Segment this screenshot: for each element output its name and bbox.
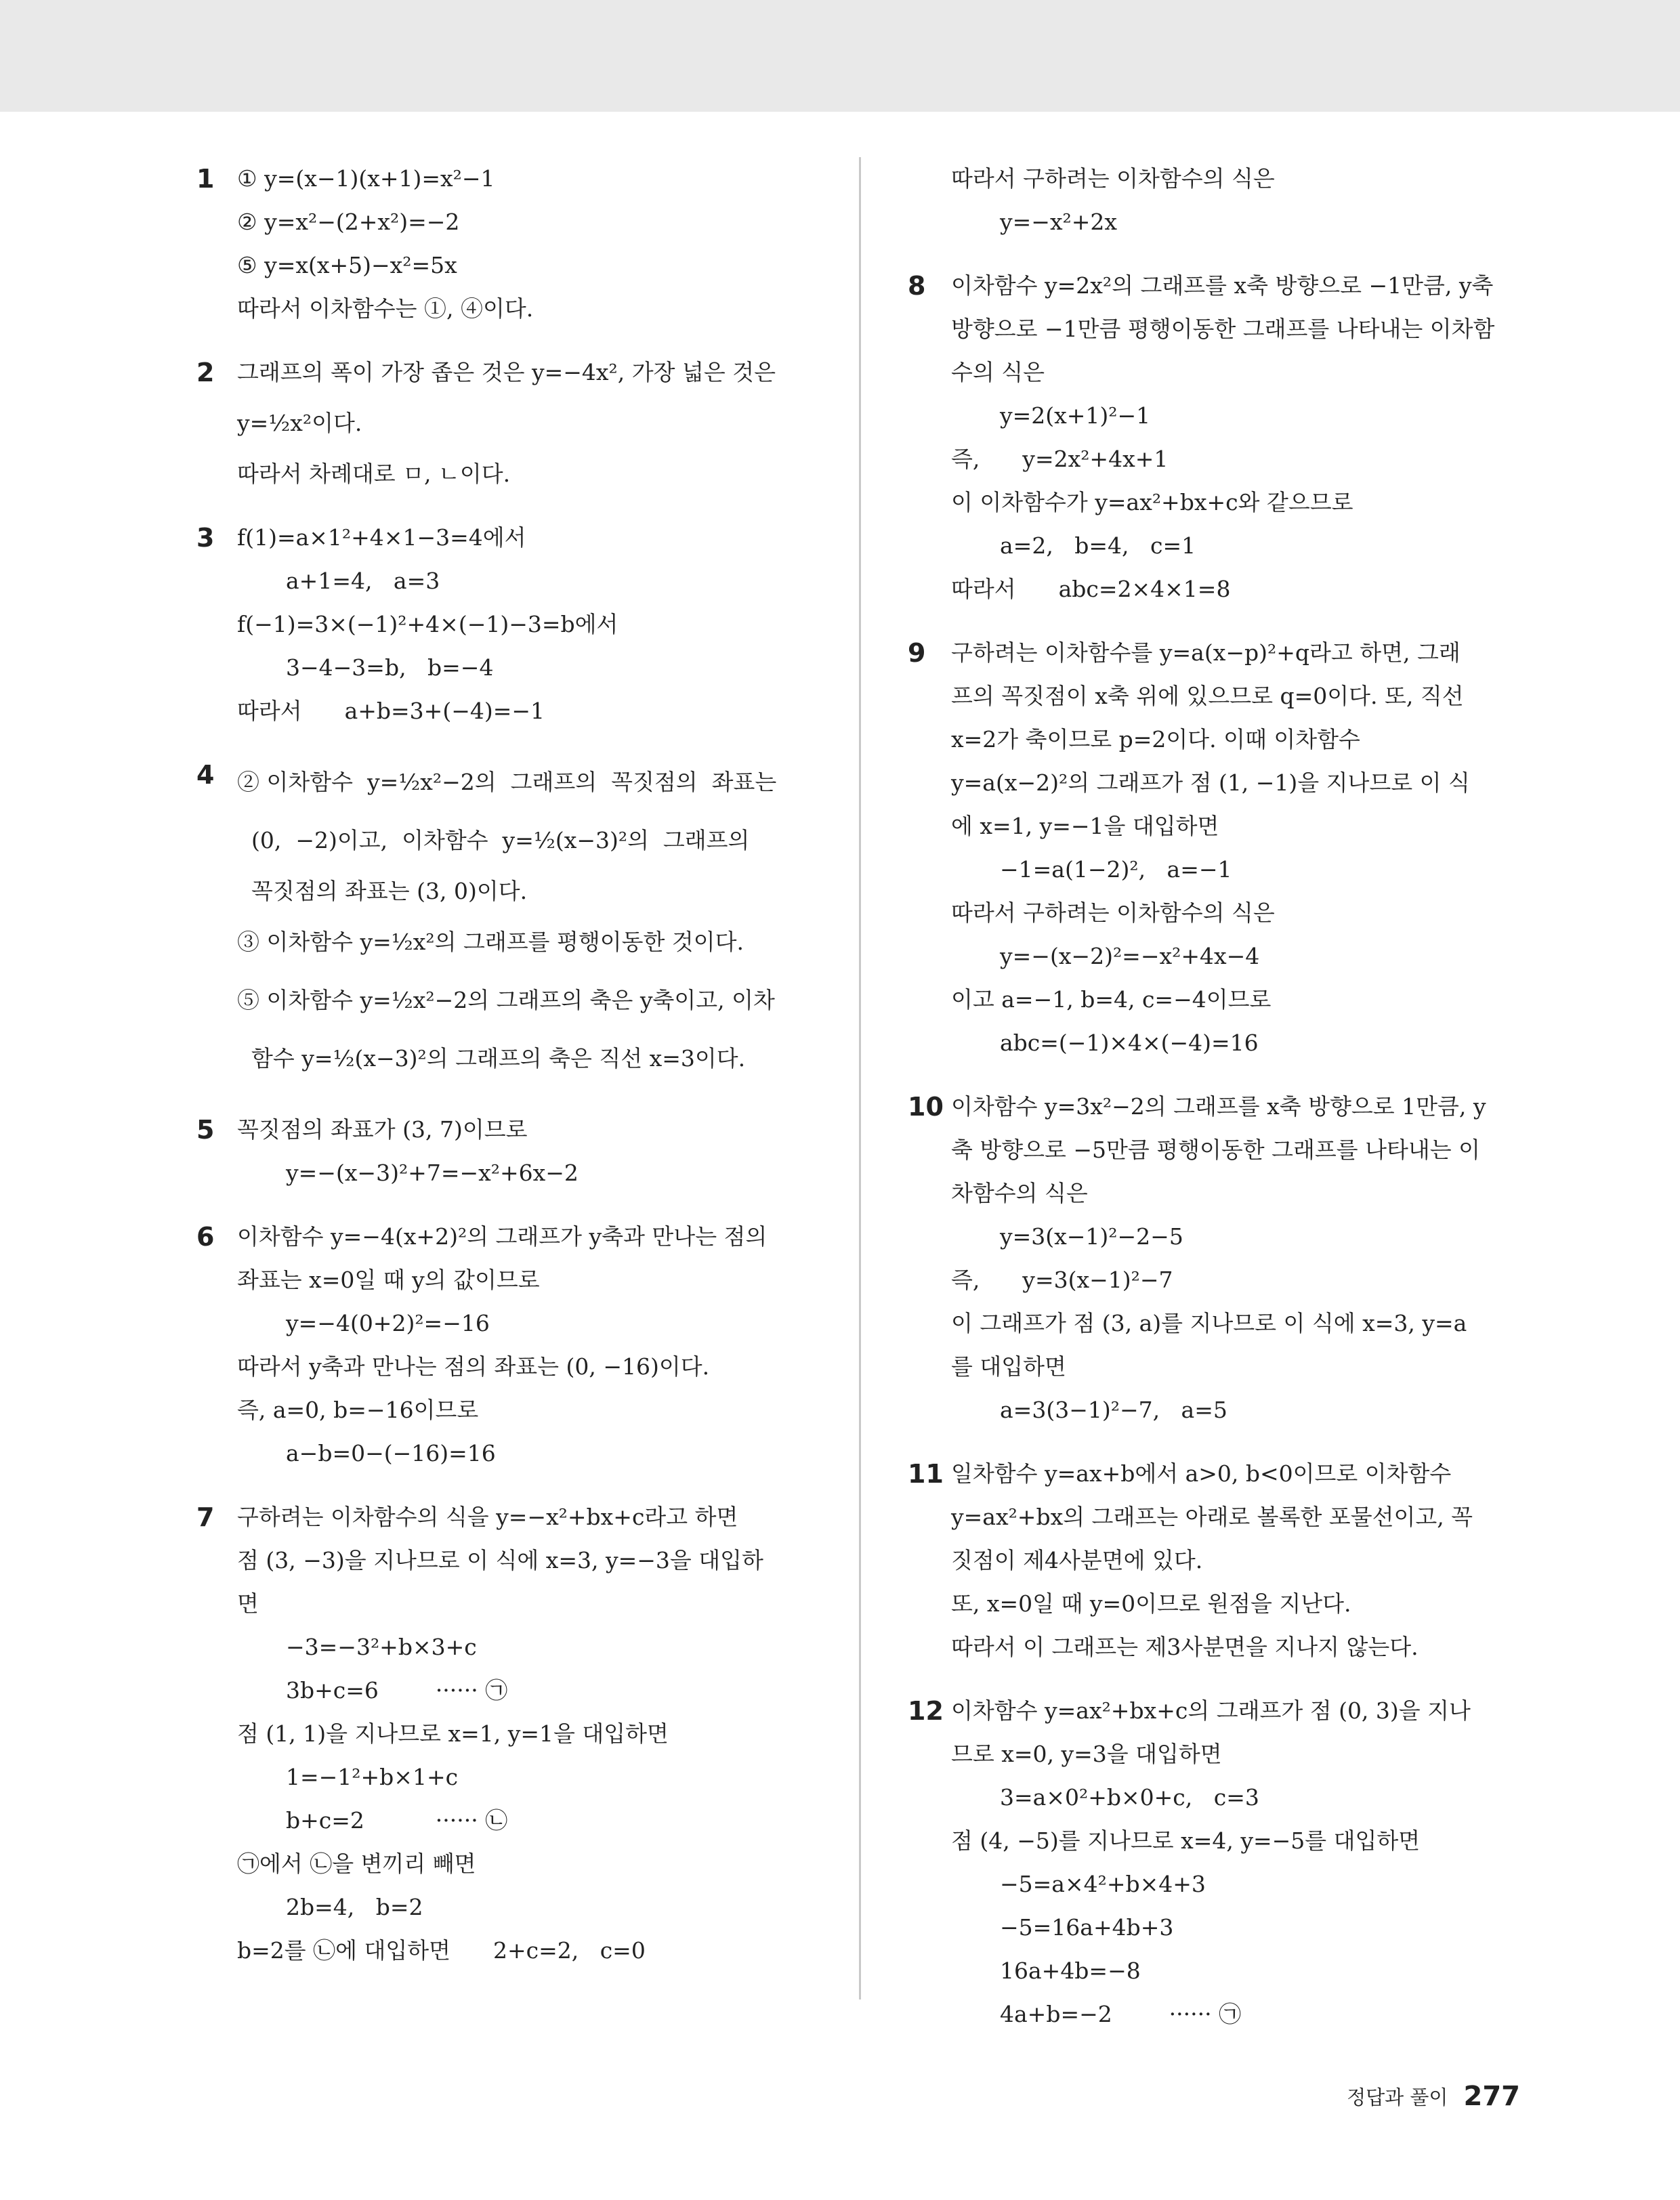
problem-number: 6: [196, 1222, 215, 1252]
solution-line: 따라서 a+b=3+(−4)=−1: [237, 698, 545, 724]
solution-line: 구하려는 이차함수의 식을 y=−x²+bx+c라고 하면: [237, 1504, 738, 1530]
problem-number: 8: [908, 271, 926, 301]
solution-line: ㉠에서 ㉡을 변끼리 빼면: [237, 1850, 476, 1877]
solution-line: f(1)=a×1²+4×1−3=4에서: [237, 524, 526, 551]
solution-line: 점 (4, −5)를 지나므로 x=4, y=−5를 대입하면: [951, 1827, 1421, 1854]
solution-line: a+1=4, a=3: [286, 568, 440, 594]
page-number: 277: [1463, 2081, 1520, 2112]
solution-line: 므로 x=0, y=3을 대입하면: [951, 1741, 1222, 1767]
solution-line: 방향으로 −1만큼 평행이동한 그래프를 나타내는 이차함: [951, 316, 1495, 342]
solution-line: ② 이차함수 y=½x²−2의 그래프의 꼭짓점의 좌표는: [237, 769, 777, 795]
solution-line: 즉, a=0, b=−16이므로: [237, 1397, 479, 1423]
solution-line: y=ax²+bx의 그래프는 아래로 볼록한 포물선이고, 꼭: [951, 1504, 1473, 1530]
footer-label: 정답과 풀이: [1347, 2086, 1448, 2109]
problem-number: 12: [908, 1696, 944, 1726]
solution-line: 좌표는 x=0일 때 y의 값이므로: [237, 1267, 540, 1293]
problem-5: [196, 1108, 826, 1195]
solution-line: 16a+4b=−8: [1000, 1958, 1141, 1984]
solution-line: 즉, y=2x²+4x+1: [951, 446, 1169, 472]
solution-line: f(−1)=3×(−1)²+4×(−1)−3=b에서: [237, 611, 618, 637]
solution-line: 축 방향으로 −5만큼 평행이동한 그래프를 나타내는 이: [951, 1137, 1481, 1163]
solution-line: 3−4−3=b, b=−4: [286, 654, 494, 681]
solution-line: ② y=x²−(2+x²)=−2: [237, 209, 460, 235]
solution-line: 3b+c=6 ······ ㉠: [286, 1677, 508, 1704]
problem-number: 2: [196, 358, 215, 387]
solution-line: ① y=(x−1)(x+1)=x²−1: [237, 165, 495, 192]
solution-line: (0, −2)이고, 이차함수 y=½(x−3)²의 그래프의: [237, 827, 750, 853]
solution-line: 프의 꼭짓점이 x축 위에 있으므로 q=0이다. 또, 직선: [951, 683, 1464, 709]
problem-number: 5: [196, 1115, 215, 1145]
solution-line: y=3(x−1)²−2−5: [1000, 1223, 1183, 1250]
solution-line: 짓점이 제4사분면에 있다.: [951, 1547, 1203, 1573]
solution-line: y=−4(0+2)²=−16: [286, 1310, 490, 1336]
problem-number: 4: [196, 760, 215, 790]
solution-line: 즉, y=3(x−1)²−7: [951, 1267, 1173, 1293]
solution-line: 따라서 이 그래프는 제3사분면을 지나지 않는다.: [951, 1634, 1419, 1660]
solution-line: y=−(x−2)²=−x²+4x−4: [1000, 943, 1260, 969]
solution-line: 따라서 구하려는 이차함수의 식은: [951, 900, 1275, 926]
solution-line: abc=(−1)×4×(−4)=16: [1000, 1030, 1259, 1056]
solution-line: ⑤ 이차함수 y=½x²−2의 그래프의 축은 y축이고, 이차: [237, 987, 775, 1013]
solution-line: y=−x²+2x: [1000, 209, 1118, 235]
solution-line: 이 이차함수가 y=ax²+bx+c와 같으므로: [951, 489, 1353, 515]
solution-line: a=3(3−1)²−7, a=5: [1000, 1397, 1227, 1423]
problem-1: [196, 157, 826, 331]
problem-2: [196, 351, 826, 496]
solution-line: 따라서 이차함수는 ①, ④이다.: [237, 295, 534, 322]
solution-line: 2b=4, b=2: [286, 1894, 423, 1920]
continued-solution: [908, 157, 1524, 244]
solution-line: 에 x=1, y=−1을 대입하면: [951, 813, 1219, 839]
problem-9: [908, 631, 1524, 1065]
solution-line: 3=a×0²+b×0+c, c=3: [1000, 1784, 1259, 1811]
solution-line: 또, x=0일 때 y=0이므로 원점을 지난다.: [951, 1590, 1351, 1617]
right-column: [908, 157, 1524, 2056]
solution-line: 이차함수 y=−4(x+2)²의 그래프가 y축과 만나는 점의: [237, 1223, 768, 1250]
solution-line: ③ 이차함수 y=½x²의 그래프를 평행이동한 것이다.: [237, 929, 744, 955]
solution-line: a−b=0−(−16)=16: [286, 1440, 496, 1466]
solution-line: 차함수의 식은: [951, 1180, 1088, 1206]
problem-3: [196, 516, 826, 733]
page-footer: [1347, 2081, 1520, 2112]
problem-6: [196, 1215, 826, 1475]
problem-number: 9: [908, 638, 926, 668]
solution-line: −5=16a+4b+3: [1000, 1914, 1174, 1941]
column-divider: [859, 157, 861, 2000]
solution-line: 따라서 구하려는 이차함수의 식은: [951, 165, 1275, 192]
solution-line: 함수 y=½(x−3)²의 그래프의 축은 직선 x=3이다.: [237, 1045, 746, 1072]
solution-line: 일차함수 y=ax+b에서 a>0, b<0이므로 이차함수: [951, 1460, 1452, 1487]
problem-8: [908, 264, 1524, 611]
problem-4: [196, 753, 826, 1088]
solution-line: y=½x²이다.: [237, 410, 362, 436]
problem-number: 1: [196, 164, 215, 194]
solution-line: 따라서 abc=2×4×1=8: [951, 576, 1231, 602]
solution-line: 면: [237, 1590, 259, 1617]
solution-line: 따라서 차례대로 ㅁ, ㄴ이다.: [237, 461, 511, 487]
solution-line: 1=−1²+b×1+c: [286, 1764, 459, 1790]
problem-12: [908, 1689, 1524, 2036]
solution-line: 4a+b=−2 ······ ㉠: [1000, 2001, 1242, 2027]
solution-line: b+c=2 ······ ㉡: [286, 1807, 508, 1834]
solution-line: 점 (1, 1)을 지나므로 x=1, y=1을 대입하면: [237, 1720, 669, 1747]
solution-line: 그래프의 폭이 가장 좁은 것은 y=−4x², 가장 넓은 것은: [237, 359, 776, 385]
right-problems: [908, 264, 1524, 2036]
solution-line: 이차함수 y=3x²−2의 그래프를 x축 방향으로 1만큼, y: [951, 1093, 1486, 1120]
problem-11: [908, 1452, 1524, 1669]
solution-line: 이 그래프가 점 (3, a)를 지나므로 이 식에 x=3, y=a: [951, 1310, 1467, 1336]
solution-line: 이고 a=−1, b=4, c=−4이므로: [951, 986, 1272, 1013]
solution-line: 를 대입하면: [951, 1353, 1066, 1380]
problem-10: [908, 1085, 1524, 1432]
solution-line: y=2(x+1)²−1: [1000, 402, 1151, 429]
problem-number: 11: [908, 1459, 944, 1489]
solution-line: −3=−3²+b×3+c: [286, 1634, 477, 1660]
solution-line: 꼭짓점의 좌표는 (3, 0)이다.: [237, 878, 528, 904]
solution-line: 점 (3, −3)을 지나므로 이 식에 x=3, y=−3을 대입하: [237, 1547, 763, 1573]
solution-line: 꼭짓점의 좌표가 (3, 7)이므로: [237, 1116, 528, 1143]
problem-number: 3: [196, 523, 215, 553]
solution-line: 이차함수 y=2x²의 그래프를 x축 방향으로 −1만큼, y축: [951, 272, 1494, 299]
solution-line: 수의 식은: [951, 359, 1045, 385]
problem-7: [196, 1496, 826, 1972]
solution-line: y=−(x−3)²+7=−x²+6x−2: [286, 1160, 579, 1186]
solution-line: 따라서 y축과 만나는 점의 좌표는 (0, −16)이다.: [237, 1353, 710, 1380]
top-margin-band: [0, 0, 1680, 112]
solution-line: −1=a(1−2)², a=−1: [1000, 856, 1232, 883]
solution-line: −5=a×4²+b×4+3: [1000, 1871, 1206, 1897]
problem-number: 10: [908, 1092, 944, 1122]
solution-line: y=a(x−2)²의 그래프가 점 (1, −1)을 지나므로 이 식: [951, 769, 1470, 796]
solution-line: 구하려는 이차함수를 y=a(x−p)²+q라고 하면, 그래: [951, 639, 1461, 666]
left-column: [196, 157, 826, 1993]
solution-line: 이차함수 y=ax²+bx+c의 그래프가 점 (0, 3)을 지나: [951, 1697, 1471, 1724]
solution-line: x=2가 축이므로 p=2이다. 이때 이차함수: [951, 726, 1360, 753]
problem-number: 7: [196, 1502, 215, 1532]
solution-line: b=2를 ㉡에 대입하면 2+c=2, c=0: [237, 1937, 646, 1964]
solution-line: a=2, b=4, c=1: [1000, 532, 1196, 559]
solution-line: ⑤ y=x(x+5)−x²=5x: [237, 252, 457, 278]
